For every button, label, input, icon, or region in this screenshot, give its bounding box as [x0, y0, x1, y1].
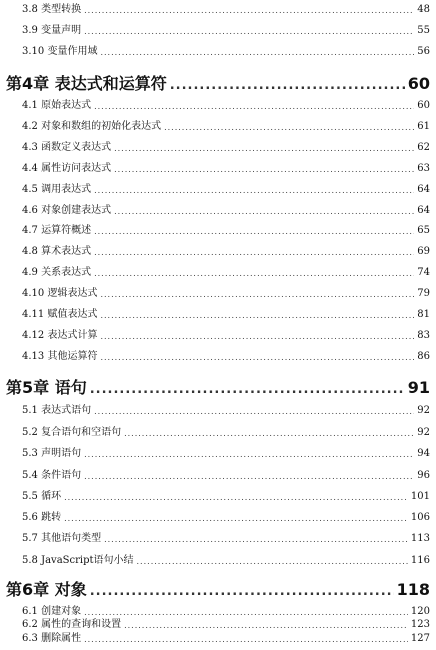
toc-entry-4-6: [22, 204, 430, 218]
toc-entry-page: 96: [417, 470, 430, 481]
toc-entry-page: 92: [417, 427, 430, 438]
toc-entry-title: 5.4 条件语句: [22, 470, 82, 481]
toc-entry-4-5: [22, 183, 430, 197]
toc-entry-4-7: [22, 224, 430, 238]
toc-entry-page: 123: [410, 619, 430, 630]
toc-entry-6-1: [22, 605, 430, 619]
toc-chapter-page: 91: [407, 378, 430, 397]
toc-entry-4-4: [22, 162, 430, 176]
toc-chapter-4: [6, 72, 430, 96]
toc-entry-page: 74: [417, 267, 430, 278]
toc-chapter-page: 60: [407, 74, 430, 93]
toc-entry-page: 116: [410, 555, 430, 566]
leader-dots: [100, 47, 414, 59]
toc-entry-title: 5.1 表达式语句: [22, 405, 92, 416]
toc-entry-title: 6.1 创建对象: [22, 606, 82, 617]
toc-entry-4-11: [22, 308, 430, 322]
leader-dots: [64, 492, 408, 504]
leader-dots: [124, 428, 414, 440]
leader-dots: [104, 534, 408, 546]
toc-entry-title: 4.4 属性访问表达式: [22, 163, 112, 174]
toc-entry-title: 4.7 运算符概述: [22, 225, 92, 236]
toc-entry-page: 60: [417, 100, 430, 111]
leader-dots: [84, 26, 414, 38]
toc-entry-title: 3.8 类型转换: [22, 4, 82, 15]
leader-dots: [94, 247, 414, 259]
leader-dots: [90, 380, 405, 400]
leader-dots: [94, 101, 414, 113]
leader-dots: [124, 620, 408, 632]
toc-entry-title: 6.2 属性的查询和设置: [22, 619, 122, 630]
toc-entry-title: 3.10 变量作用域: [22, 46, 98, 57]
toc-chapter-5: [6, 376, 430, 400]
toc-entry-4-12: [22, 329, 430, 343]
leader-dots: [94, 406, 414, 418]
toc-entry-page: 127: [410, 633, 430, 644]
toc-entry-page: 120: [410, 606, 430, 617]
toc-entry-3-8: [22, 3, 430, 17]
toc-entry-5-7: [22, 532, 430, 546]
toc-entry-3-9: [22, 24, 430, 38]
toc-entry-5-1: [22, 404, 430, 418]
leader-dots: [114, 164, 414, 176]
toc-chapter-title: 第4章 表达式和运算符: [6, 74, 167, 93]
toc-entry-page: 65: [417, 225, 430, 236]
toc-entry-page: 79: [417, 288, 430, 299]
toc-entry-page: 94: [417, 448, 430, 459]
toc-entry-title: 4.6 对象创建表达式: [22, 205, 112, 216]
leader-dots: [64, 513, 408, 525]
leader-dots: [100, 331, 414, 343]
toc-entry-title: 4.11 赋值表达式: [22, 309, 98, 320]
toc-entry-5-8: [22, 554, 430, 568]
toc-entry-3-10: [22, 45, 430, 59]
toc-entry-title: 5.3 声明语句: [22, 448, 82, 459]
toc-entry-page: 64: [417, 184, 430, 195]
toc-entry-page: 86: [417, 351, 430, 362]
toc-entry-title: 5.5 循环: [22, 491, 62, 502]
leader-dots: [170, 76, 405, 96]
toc-chapter-title: 第5章 语句: [6, 378, 87, 397]
toc-entry-title: 4.3 函数定义表达式: [22, 142, 112, 153]
toc-entry-title: 5.8 JavaScript语句小结: [22, 555, 134, 566]
toc-entry-title: 4.5 调用表达式: [22, 184, 92, 195]
leader-dots: [94, 185, 414, 197]
toc-entry-4-1: [22, 99, 430, 113]
toc-chapter-title: 第6章 对象: [6, 580, 87, 599]
toc-entry-title: 4.10 逻辑表达式: [22, 288, 98, 299]
leader-dots: [114, 206, 414, 218]
toc-entry-5-3: [22, 447, 430, 461]
toc-chapter-page: 118: [396, 580, 430, 599]
leader-dots: [100, 310, 414, 322]
toc-entry-page: 101: [410, 491, 430, 502]
toc-entry-title: 6.3 删除属性: [22, 633, 82, 644]
toc-entry-4-10: [22, 287, 430, 301]
leader-dots: [100, 289, 414, 301]
toc-entry-page: 106: [410, 512, 430, 523]
toc-entry-title: 5.6 跳转: [22, 512, 62, 523]
toc-entry-title: 5.2 复合语句和空语句: [22, 427, 122, 438]
toc-entry-page: 83: [417, 330, 430, 341]
toc-entry-4-3: [22, 141, 430, 155]
toc-entry-4-2: [22, 120, 430, 134]
toc-entry-title: 4.9 关系表达式: [22, 267, 92, 278]
toc-entry-title: 4.12 表达式计算: [22, 330, 98, 341]
toc-entry-6-3: [22, 632, 430, 646]
toc-entry-4-9: [22, 266, 430, 280]
toc-entry-page: 64: [417, 205, 430, 216]
leader-dots: [164, 122, 414, 134]
toc-entry-page: 81: [417, 309, 430, 320]
toc-entry-page: 56: [417, 46, 430, 57]
toc-entry-page: 55: [417, 25, 430, 36]
leader-dots: [100, 352, 414, 364]
toc-entry-page: 61: [417, 121, 430, 132]
toc-entry-title: 3.9 变量声明: [22, 25, 82, 36]
toc-entry-title: 4.13 其他运算符: [22, 351, 98, 362]
leader-dots: [84, 634, 408, 646]
toc-entry-4-13: [22, 350, 430, 364]
toc-entry-5-6: [22, 511, 430, 525]
toc-entry-5-2: [22, 426, 430, 440]
toc-entry-title: 4.1 原始表达式: [22, 100, 92, 111]
leader-dots: [84, 471, 414, 483]
leader-dots: [84, 5, 414, 17]
leader-dots: [94, 268, 414, 280]
toc-entry-5-5: [22, 490, 430, 504]
toc-entry-title: 5.7 其他语句类型: [22, 533, 102, 544]
leader-dots: [90, 582, 394, 602]
toc-entry-page: 62: [417, 142, 430, 153]
toc-chapter-6: [6, 578, 430, 602]
toc-entry-page: 63: [417, 163, 430, 174]
leader-dots: [114, 143, 414, 155]
leader-dots: [94, 226, 414, 238]
toc-entry-title: 4.8 算术表达式: [22, 246, 92, 257]
toc-entry-5-4: [22, 469, 430, 483]
leader-dots: [84, 449, 414, 461]
toc-entry-page: 48: [417, 4, 430, 15]
toc-entry-4-8: [22, 245, 430, 259]
toc-entry-page: 92: [417, 405, 430, 416]
toc-entry-title: 4.2 对象和数组的初始化表达式: [22, 121, 162, 132]
toc-entry-6-2: [22, 618, 430, 632]
toc-entry-page: 113: [410, 533, 430, 544]
leader-dots: [137, 556, 408, 568]
toc-entry-page: 69: [417, 246, 430, 257]
